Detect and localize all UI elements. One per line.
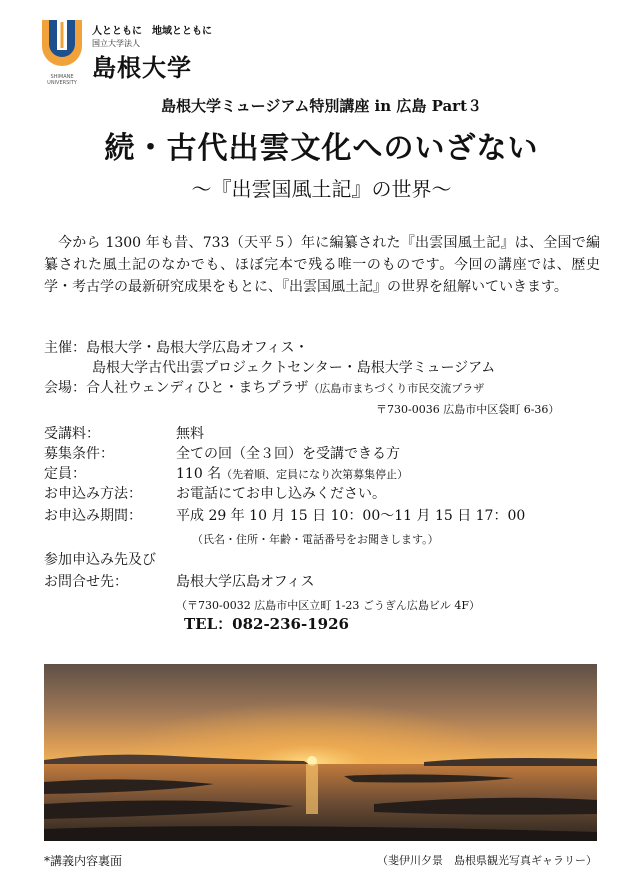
detail-condition-value: 全ての回（全３回）を受講できる方 <box>176 446 400 462</box>
organizer-row <box>44 338 308 358</box>
sunset-photo-drawing <box>44 664 597 841</box>
contact-name: 島根大学広島オフィス <box>176 574 315 590</box>
contact-tel: TEL：082-236-1926 <box>184 615 349 633</box>
contact-label2: お問合せ先： <box>44 574 128 590</box>
organizer-line1: 島根大学・島根大学広島オフィス・ <box>86 340 309 356</box>
intro-paragraph: 今から 1300 年も昔、733（天平５）年に編纂された『出雲国風土記』は、全国で編纂された風土記のなかでも、ほぼ完本で残る唯一のものです。今回の講座では、歴史学・考古学の最新研究成果をもとに、『出雲国風土記』の世界を紐解いていきます。 <box>44 235 600 295</box>
detail-period-note: （氏名・住所・年齢・電話番号をお聞きします。） <box>192 533 439 546</box>
organizer-line2: 島根大学古代出雲プロジェクトセンター・島根大学ミュージアム <box>92 360 496 376</box>
venue-row <box>44 378 484 399</box>
logo-tagline: 人とともに 地域とともに <box>92 26 212 37</box>
detail-period-value: 平成 29 年 10 月 15 日 10：00～11 月 15 日 17：00 <box>176 508 526 524</box>
detail-fee-value: 無料 <box>176 426 204 442</box>
venue-name: 合人社ウェンディひと・まちプラザ <box>86 380 309 396</box>
venue-name-note: （広島市まちづくり市民交流プラザ <box>308 382 485 395</box>
footer-note: *講義内容裏面 <box>44 854 123 868</box>
photo-credit: （斐伊川夕景 島根県観光写真ギャラリー） <box>377 854 597 867</box>
logo-corporation: 国立大学法人 <box>92 39 140 48</box>
university-emblem-icon <box>40 16 84 74</box>
logo-university-name: 島根大学 <box>92 54 192 82</box>
contact-address: （〒730-0032 広島市中区立町 1-23 ごうぎん広島ビル 4F） <box>176 599 481 612</box>
detail-method-label: お申込み方法： <box>44 486 142 502</box>
venue-address: 〒730-0036 広島市中区袋町 6-36） <box>376 403 560 416</box>
logo-small-text: SHIMANE UNIVERSITY <box>47 74 77 86</box>
venue-label: 会場： <box>44 380 86 396</box>
sub-title: ～『出雲国風土記』の世界～ <box>191 177 452 201</box>
detail-capacity-note: （先着順、定員になり次第募集停止） <box>221 468 409 481</box>
contact-label1: 参加申込み先及び <box>44 552 156 568</box>
sunset-river-photo <box>44 664 597 841</box>
detail-capacity-label: 定員： <box>44 466 86 482</box>
detail-method-value: お電話にてお申し込みください。 <box>176 486 386 502</box>
detail-fee-label: 受講料： <box>44 426 100 442</box>
organizer-label: 主催： <box>44 340 86 356</box>
series-title: 島根大学ミュージアム特別講座 in 広島 Part３ <box>160 97 483 115</box>
detail-condition-label: 募集条件： <box>44 446 114 462</box>
detail-period-label: お申込み期間： <box>44 508 142 524</box>
main-title: 続・古代出雲文化へのいざない <box>104 131 539 166</box>
university-logo <box>40 16 240 86</box>
detail-capacity-value: 110 名（先着順、定員になり次第募集停止） <box>176 466 409 482</box>
